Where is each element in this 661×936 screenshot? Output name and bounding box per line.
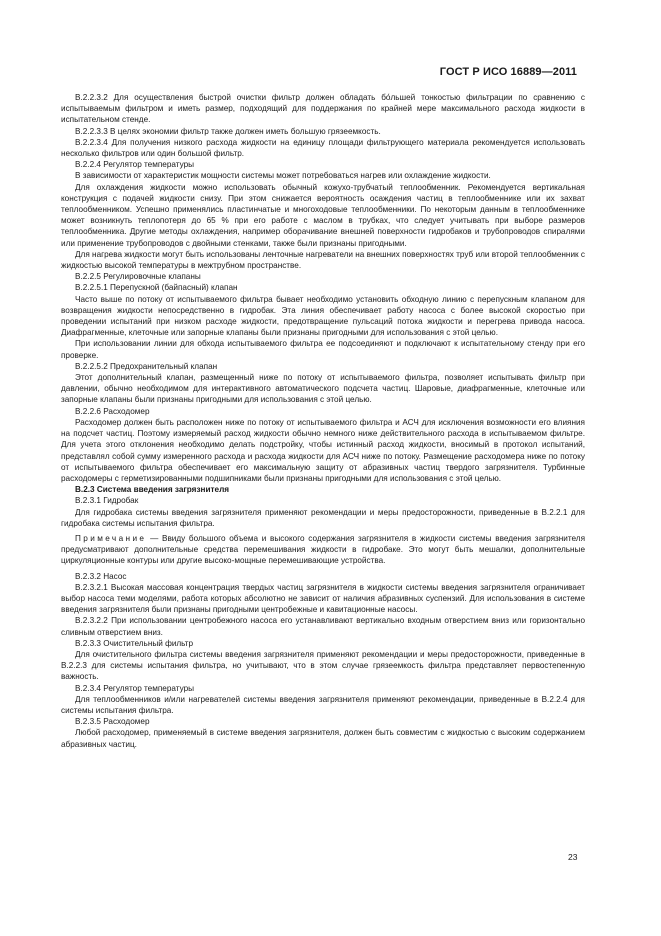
- section-heading: B.2.3.4 Регулятор температуры: [75, 683, 195, 693]
- document-body: [61, 92, 585, 750]
- paragraph: B.2.2.3.4 Для получения низкого расхода жидкости на единицу площади фильтрующего материала рекомендуется использовать несколько фильтров или один большой фильтр.: [61, 137, 585, 159]
- paragraph: Для теплообменников и/или нагревателей системы введения загрязнителя применяют рекомендации, приведенные в B.2.2.4 для системы испытания фильтра.: [61, 694, 585, 715]
- paragraph: Этот дополнительный клапан, размещенный ниже по потоку от испытываемого фильтра, позволяет испытывать фильтр при давлении, обычно необходимом для интерактивного автоматического подсчета частиц. Шаровые, диафрагменные, клеточные или запорные клапаны были признаны пригодными для использования с этой целью.: [61, 373, 585, 405]
- paragraph: Для охлаждения жидкости можно использовать обычный кожухо-трубчатый теплообменник. Рекомендуется вертикальная конструкция с подачей жидкости снизу. При этом снижается вероятность осаждения частиц в теплообменнике или их захват теплообменником. Успешно применялись пластинчатые и многоходовые теплообменники. По некоторым данным в теплообменнике может возникнуть теплопотеря до 65 % при его работе с маслом в трубках, что следует учитывать при выборе размеров теплообменника. Другие методы охлаждения, например оборачивание внешней поверхности гидробаков и трубопроводов спиралями или применение трубопроводов с двойными стенками, также были признаны пригодными.: [61, 182, 585, 248]
- paragraph: Для очистительного фильтра системы введения загрязнителя применяют рекомендации и меры предосторожности, приведенные в B.2.2.3 для системы испытания фильтра, но учитывают, что в этом случае грязеемкость фильтра представляет первостепенную важность.: [61, 649, 585, 682]
- paragraph: B.2.3.2.2 При использовании центробежного насоса его устанавливают вертикально входным отверстием вниз или горизонтально сливным отверстием вниз.: [61, 616, 585, 637]
- section-heading: B.2.3.1 Гидробак: [75, 496, 139, 506]
- note-label: Примечание: [75, 533, 147, 543]
- paragraph: Часто выше по потоку от испытываемого фильтра бывает необходимо установить обходную линию с перепускным клапаном для возвращения жидкости непосредственно в гидробак. Эта линия обеспечивает работу насоса с более высокой скоростью при проведении испытаний при низком расходе жидкости, предотвращение пульсаций потока жидкости и перегрева привода насоса. Диафрагменные, клеточные или запорные клапаны были признаны пригодными для использования с этой целью.: [61, 294, 585, 338]
- paragraph: B.2.2.3.2 Для осуществления быстрой очистки фильтр должен обладать бо́льшей тонкостью фильтрации по сравнению с испытываемым фильтром и иметь размер, подходящий для поддержания по крайней мере максимального расхода жидкости в испытательном стенде.: [61, 93, 585, 125]
- paragraph: B.2.3.2.1 Высокая массовая концентрация твердых частиц загрязнителя в жидкости системы введения загрязнителя ограничивает выбор насоса теми моделями, работа которых абсолютно не зависит от наличия абразивных суспензий. Для использования в системе введения загрязнителя были признаны пригодными центробежные и кавитационные насосы.: [61, 582, 585, 615]
- paragraph: Для гидробака системы введения загрязнителя применяют рекомендации и меры предосторожности, приведенные в B.2.2.1 для гидробака системы испытания фильтра.: [61, 507, 585, 528]
- document-header: ГОСТ Р ИСО 16889—2011: [439, 66, 577, 78]
- section-heading: B.2.2.5 Регулировочные клапаны: [75, 272, 201, 282]
- section-heading: B.2.3.3 Очистительный фильтр: [75, 638, 194, 648]
- section-heading: B.2.2.4 Регулятор температуры: [75, 160, 195, 170]
- paragraph: Любой расходомер, применяемый в системе введения загрязнителя, должен быть совместим с жидкостью с высоким содержанием абразивных частиц.: [61, 728, 585, 749]
- section-heading: B.2.2.6 Расходомер: [75, 406, 150, 416]
- section-heading: B.2.2.5.2 Предохранительный клапан: [75, 361, 218, 371]
- section-heading: B.2.3.2 Насос: [75, 571, 127, 581]
- note-text: — Ввиду большого объема и высокого содержания загрязнителя в жидкости системы введения загрязнителя предусматривают дополнительные средства перемешивания жидкости в гидробаке. Это могут быть мешалки, дополнительные циркуляционные контуры или другие высоко-мощные перемешивающие устройства.: [61, 533, 585, 566]
- paragraph: Для нагрева жидкости могут быть использованы ленточные нагреватели на внешних поверхностях труб или второй теплообменник с жидкостью высокой температуры в межтрубном пространстве.: [61, 249, 585, 271]
- section-heading: B.2.2.5.1 Перепускной (байпасный) клапан: [75, 283, 238, 293]
- paragraph: В зависимости от характеристик мощности системы может потребоваться нагрев или охлаждение жидкости.: [75, 171, 491, 181]
- page-number: 23: [568, 852, 578, 862]
- paragraph: B.2.2.3.3 В целях экономии фильтр также должен иметь большую грязеемкость.: [75, 126, 381, 136]
- section-heading-bold: B.2.3 Система введения загрязнителя: [75, 485, 230, 495]
- section-heading: B.2.3.5 Расходомер: [75, 717, 150, 727]
- note-paragraph: [61, 533, 585, 567]
- paragraph: При использовании линии для обхода испытываемого фильтра ее подсоединяют и подключают к испытательному стенду при его проверке.: [61, 339, 585, 360]
- paragraph: Расходомер должен быть расположен ниже по потоку от испытываемого фильтра и АСЧ для исключения возможности его влияния на подсчет частиц. Поэтому измеряемый расход жидкости обычно немного ниже действительного расхода в испытываемом фильтре. Для учета этого отклонения необходимо делать подстройку, чтобы истинный расход жидкости, вносимый в протокол испытаний, представлял собой сумму измеренного расхода и расхода жидкости для АСЧ ниже по потоку. Размещение расходомера ниже по потоку от испытываемого фильтра обеспечивает его максимальную защиту от абразивных частиц твердого загрязнителя. Турбинные расходомеры с герметизированными подшипниками были признаны пригодными для использования с этой целью.: [61, 417, 585, 483]
